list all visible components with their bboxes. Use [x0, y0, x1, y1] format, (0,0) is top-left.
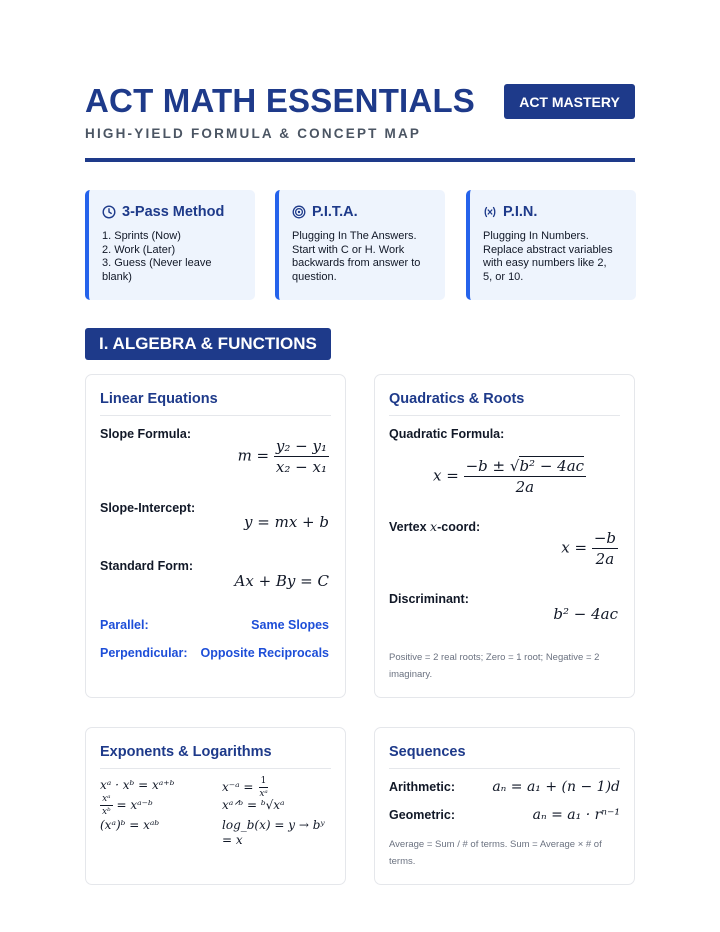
perpendicular-label: Perpendicular:	[100, 646, 188, 660]
card-divider	[100, 768, 331, 769]
strategy-name: P.I.N.	[503, 204, 538, 220]
discriminant-note: Positive = 2 real roots; Zero = 1 root; Negative = 2 imaginary.	[389, 652, 600, 680]
log-rule-cont: = x	[222, 833, 243, 847]
quadratic-formula: x = $\frac{\text{−b ± √b² − 4ac}}{2a}$	[433, 457, 585, 496]
clock-icon	[102, 205, 116, 219]
geometric-formula: aₙ = a₁ · rⁿ⁻¹	[532, 807, 620, 823]
standard-form-formula: Ax + By = C	[234, 572, 329, 590]
power-rule: (xᵃ)ᵇ = xᵃᵇ	[100, 818, 160, 832]
mastery-badge: ACT MASTERY	[504, 84, 635, 119]
geometric-label: Geometric:	[389, 808, 455, 822]
strategy-name: 3-Pass Method	[122, 204, 225, 220]
card-linear-equations	[85, 374, 346, 698]
strategy-card-3-pass	[85, 190, 255, 300]
slope-formula: m = $\frac{\text{y₂ − y₁}}{\text{x₂ − x₁}}$	[237, 437, 327, 476]
product-rule: xᵃ · xᵇ = xᵃ⁺ᵇ	[100, 778, 175, 792]
strategy-line: 1. Sprints (Now)	[102, 230, 181, 242]
strategy-line: Plugging In Numbers.	[483, 230, 589, 242]
card-title: Exponents & Logarithms	[100, 744, 272, 760]
strategy-card-pin	[466, 190, 636, 300]
slope-intercept-label: Slope-Intercept:	[100, 501, 196, 515]
arithmetic-formula: aₙ = a₁ + (n − 1)d	[492, 779, 620, 795]
card-divider	[389, 768, 620, 769]
card-title: Linear Equations	[100, 391, 218, 407]
card-divider	[389, 415, 620, 416]
perpendicular-value: Opposite Reciprocals	[200, 646, 329, 660]
strategy-line: Replace abstract variables	[483, 243, 613, 256]
strategy-line: with easy numbers like 2,	[483, 257, 607, 269]
card-sequences	[374, 727, 635, 885]
card-quadratics	[374, 374, 635, 698]
arithmetic-label: Arithmetic:	[389, 780, 455, 794]
sequences-note: Average = Sum / # of terms. Sum = Average × # of terms.	[389, 839, 602, 867]
parallel-label: Parallel:	[100, 618, 149, 632]
card-divider	[100, 415, 331, 416]
strategy-line: Plugging In The Answers.	[292, 230, 417, 242]
discriminant-label: Discriminant:	[389, 592, 469, 606]
strategy-line: 3. Guess (Never leave	[102, 257, 212, 269]
card-exponents	[85, 727, 346, 885]
card-title: Sequences	[389, 744, 466, 760]
vertex-formula: x = $\frac{-b}{2a}$	[561, 529, 616, 568]
parallel-value: Same Slopes	[251, 618, 329, 632]
strategy-name: P.I.T.A.	[312, 204, 358, 220]
strategy-line: 5, or 10.	[483, 270, 524, 283]
strategy-line: 2. Work (Later)	[102, 243, 176, 256]
strategy-line: question.	[292, 270, 337, 283]
strategy-line: backwards from answer to	[292, 257, 421, 269]
strategy-line: blank)	[102, 270, 132, 283]
strategy-line: Start with C or H. Work	[292, 243, 405, 256]
fractional-exponent-rule: xᵃᐟᵇ = ᵇ√xᵃ	[222, 798, 285, 812]
card-title: Quadratics & Roots	[389, 391, 525, 407]
page-subtitle: HIGH-YIELD FORMULA & CONCEPT MAP	[85, 126, 422, 141]
slope-formula-label: Slope Formula:	[100, 427, 191, 441]
target-icon	[292, 205, 306, 219]
quadratic-formula-label: Quadratic Formula:	[389, 427, 505, 441]
standard-form-label: Standard Form:	[100, 559, 194, 573]
header-divider	[85, 158, 635, 162]
section-header-algebra: I. ALGEBRA & FUNCTIONS	[85, 328, 331, 360]
negative-exponent-rule: x⁻ᵃ = $\frac{1}{\text{xᵃ}}$	[222, 776, 268, 799]
variable-icon	[483, 205, 497, 219]
page-title: ACT MATH ESSENTIALS	[85, 82, 476, 119]
discriminant-formula: b² − 4ac	[553, 605, 618, 623]
strategy-card-pita	[275, 190, 445, 300]
vertex-label: Vertex x-coord:	[389, 519, 481, 534]
slope-intercept-formula: y = mx + b	[244, 513, 329, 531]
quotient-rule: $\frac{\text{xᵃ}}{\text{xᵇ}}$ = xᵃ⁻ᵇ	[102, 794, 153, 817]
log-rule: log_b(x) = y → bʸ	[222, 818, 325, 832]
